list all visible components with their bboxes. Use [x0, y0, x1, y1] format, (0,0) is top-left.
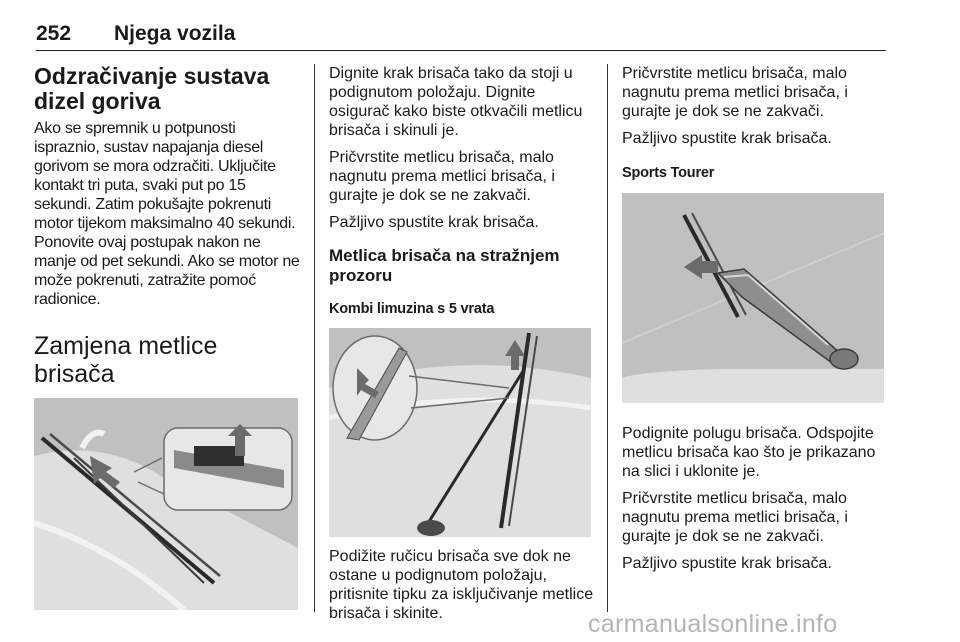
paragraph: Ako se spremnik u potpunosti ispraznio, sustav napajanja diesel gorivom se mora odzračiti. Uključite kontakt tri puta, svaki put po 15 sekundi. Zatim pokušajte pokrenuti motor tijekom maksimalno 40 sekundi. Ponovite ovaj postupak nakon ne manje od pet sekundi. Ako se motor ne može pokrenuti, zatražite pomoć radionice. — [34, 120, 300, 308]
column-1 — [34, 64, 300, 610]
wiper-blade-illustration — [34, 398, 298, 610]
section-heading: Zamjena metlice brisača — [34, 332, 218, 388]
page-header — [36, 22, 886, 52]
paragraph: Podižite ručicu brisača sve dok ne ostane u podignutom položaju, pritisnite tipku za isključivanje metlice brisača i skinite. — [329, 548, 594, 622]
paragraph: Pažljivo spustite krak brisača. — [329, 214, 539, 231]
rear-wiper-hatchback-illustration — [329, 328, 591, 537]
watermark: carmanualsonline.info — [588, 610, 838, 638]
subsection-heading: Kombi limuzina s 5 vrata — [329, 301, 495, 317]
paragraph: Dignite krak brisača tako da stoji u podignutom položaju. Dignite osigurač kako biste otkvačili metlicu brisača i skinuli je. — [329, 65, 583, 139]
paragraph: Pažljivo spustite krak brisača. — [622, 130, 832, 147]
header-rule — [36, 50, 886, 51]
paragraph: Pričvrstite metlicu brisača, malo nagnutu prema metlici brisača, i gurajte je dok se ne zakvači. — [622, 65, 848, 120]
paragraph: Podignite polugu brisača. Odspojite metlicu brisača kao što je prikazano na slici i uklonite je. — [622, 425, 876, 480]
section-heading: Odzračivanje sustava dizel goriva — [34, 63, 270, 114]
chapter-title: Njega vozila — [114, 22, 236, 45]
section-heading: Metlica brisača na stražnjem prozoru — [329, 246, 560, 285]
column-divider — [607, 64, 608, 612]
rear-wiper-sports-tourer-illustration — [622, 193, 884, 403]
subsection-heading: Sports Tourer — [622, 165, 715, 181]
page-number: 252 — [36, 22, 72, 45]
column-2 — [329, 64, 595, 623]
paragraph: Pričvrstite metlicu brisača, malo nagnutu prema metlici brisača, i gurajte je dok se ne zakvači. — [622, 490, 848, 545]
column-3 — [622, 64, 884, 573]
paragraph: Pričvrstite metlicu brisača, malo nagnutu prema metlici brisača, i gurajte je dok se ne zakvači. — [329, 149, 555, 204]
column-divider — [314, 64, 315, 612]
paragraph: Pažljivo spustite krak brisača. — [622, 555, 832, 572]
